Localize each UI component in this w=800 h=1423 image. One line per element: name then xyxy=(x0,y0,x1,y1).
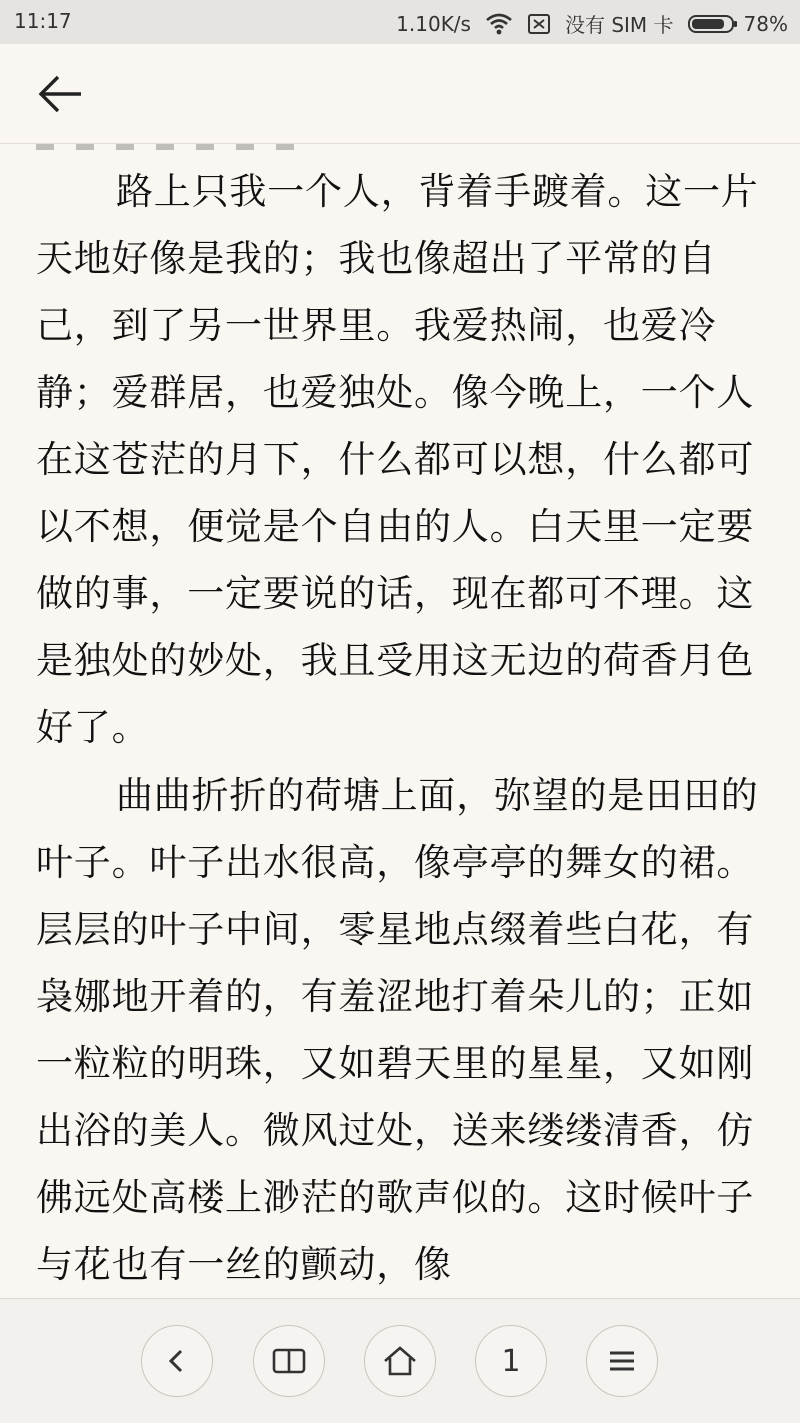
book-icon xyxy=(271,1346,307,1376)
no-sim-icon xyxy=(527,13,551,35)
battery-percent: 78% xyxy=(743,11,788,36)
home-button[interactable] xyxy=(364,1325,436,1397)
previous-page-button[interactable] xyxy=(141,1325,213,1397)
catalog-button[interactable] xyxy=(253,1325,325,1397)
sim-status: 没有 SIM 卡 xyxy=(564,13,674,37)
network-speed: 1.10K/s xyxy=(396,11,471,36)
page-number: 1 xyxy=(501,1343,521,1379)
previous-line-remnant xyxy=(36,144,316,150)
page-number-button[interactable] xyxy=(475,1325,547,1397)
reader-header xyxy=(0,44,800,144)
menu-icon xyxy=(606,1347,638,1375)
status-indicators xyxy=(396,9,788,38)
chevron-left-icon xyxy=(162,1346,192,1376)
status-time: 11:17 xyxy=(14,9,72,33)
wifi-icon xyxy=(485,13,513,35)
battery-icon xyxy=(688,13,738,35)
arrow-left-icon xyxy=(37,74,83,114)
menu-button[interactable] xyxy=(586,1325,658,1397)
battery xyxy=(688,12,788,36)
home-icon xyxy=(382,1345,418,1377)
paragraph: 曲曲折折的荷塘上面，弥望的是田田的叶子。叶子出水很高，像亭亭的舞女的裙。层层的叶子中间，零星地点缀着些白花，有袅娜地开着的，有羞涩地打着朵儿的；正如一粒粒的明珠，又如碧天里的星星，又如刚出浴的美人。微风过处，送来缕缕清香，仿佛远处高楼上渺茫的歌声似的。这时候叶子与花也有一丝的颤动，像 xyxy=(36,774,759,1286)
back-button[interactable] xyxy=(34,72,86,116)
bottom-toolbar xyxy=(0,1298,800,1423)
status-bar xyxy=(0,0,800,44)
reading-content[interactable] xyxy=(0,144,800,1298)
paragraph: 路上只我一个人，背着手踱着。这一片天地好像是我的；我也像超出了平常的自己，到了另一世界里。我爱热闹，也爱冷静；爱群居，也爱独处。像今晚上，一个人在这苍茫的月下，什么都可以想，什么都可以不想，便觉是个自由的人。白天里一定要做的事，一定要说的话，现在都可不理。这是独处的妙处，我且受用这无边的荷香月色好了。 xyxy=(36,170,759,749)
